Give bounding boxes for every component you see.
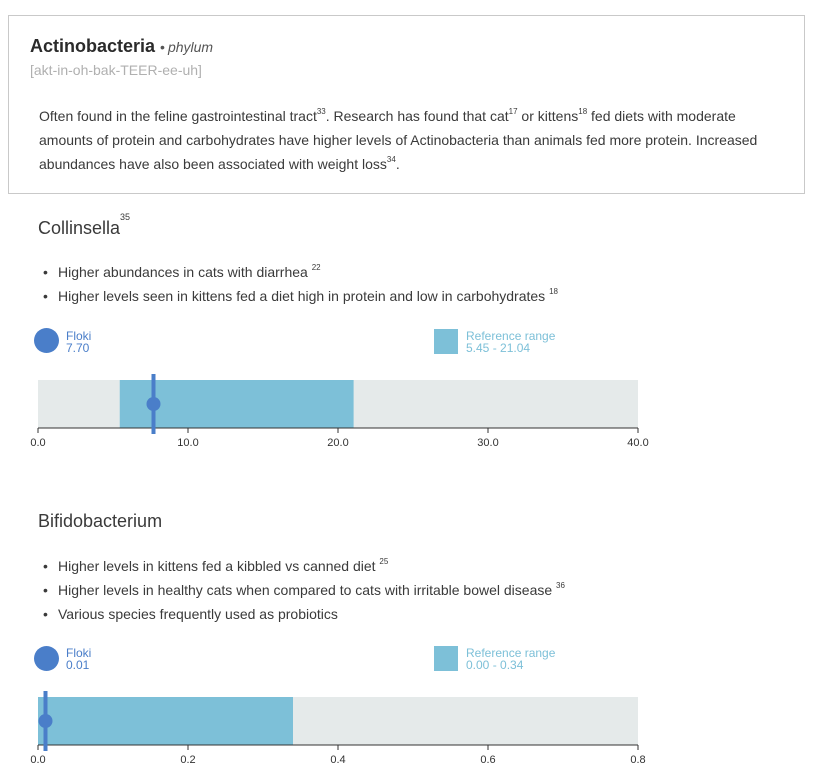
taxon-name: Actinobacteria (30, 36, 156, 56)
sample-value-dot (147, 397, 161, 411)
x-tick-label: 0.0 (30, 437, 46, 449)
sample-legend-name: Floki (66, 329, 92, 343)
citation-ref[interactable]: 35 (120, 212, 131, 222)
description-text: or kittens (517, 108, 579, 124)
citation-ref[interactable]: 17 (508, 107, 518, 116)
citation-ref[interactable]: 22 (311, 263, 321, 272)
description-text: fed diets with moderate amounts of protein and carbohydrates have higher levels of Actinobacteria than animals fed more protein. Increased abundances have also been associated with weight loss (39, 108, 758, 172)
title-separator-dot: • (160, 39, 165, 55)
sample-value-dot (39, 714, 53, 728)
reference-legend-value: 5.45 - 21.04 (466, 341, 531, 355)
sample-legend-value: 0.01 (66, 658, 90, 672)
citation-ref[interactable]: 25 (379, 557, 389, 566)
description-text: . (395, 156, 400, 172)
citation-ref[interactable]: 18 (549, 287, 558, 296)
x-tick-label: 20.0 (327, 437, 349, 449)
reference-legend-value: 0.00 - 0.34 (466, 658, 524, 672)
sample-legend-value: 7.70 (66, 341, 90, 355)
x-tick-label: 10.0 (177, 437, 199, 449)
x-tick-label: 0.2 (180, 754, 196, 766)
reference-legend-label: Reference range (466, 646, 556, 660)
genus-name: Bifidobacterium (38, 511, 163, 531)
fact-text: Higher abundances in cats with diarrhea (58, 264, 308, 280)
citation-ref[interactable]: 34 (386, 155, 396, 164)
citation-ref[interactable]: 18 (578, 107, 588, 116)
reference-range-bar (38, 697, 293, 745)
x-tick-label: 0.8 (630, 754, 646, 766)
taxon-pronunciation: [akt-in-oh-bak-TEER-ee-uh] (30, 62, 202, 78)
citation-ref[interactable]: 33 (316, 107, 326, 116)
x-tick-label: 30.0 (477, 437, 499, 449)
description-text: . Research has found that cat (325, 108, 509, 124)
description-text: Often found in the feline gastrointestinal tract (39, 108, 317, 124)
fact-text: Various species frequently used as probiotics (58, 606, 338, 622)
reference-legend-label: Reference range (466, 329, 556, 343)
fact-text: Higher levels in healthy cats when compared to cats with irritable bowel disease (58, 582, 553, 598)
taxon-rank: phylum (167, 39, 214, 55)
fact-text: Higher levels in kittens fed a kibbled vs canned diet (58, 558, 376, 574)
x-tick-label: 0.0 (30, 754, 46, 766)
x-tick-label: 0.6 (480, 754, 496, 766)
fact-text: Higher levels seen in kittens fed a diet high in protein and low in carbohydrates (58, 288, 546, 304)
x-tick-label: 0.4 (330, 754, 346, 766)
genus-name: Collinsella (38, 218, 121, 238)
sample-legend-name: Floki (66, 646, 92, 660)
citation-ref[interactable]: 36 (556, 581, 565, 590)
x-tick-label: 40.0 (627, 437, 649, 449)
